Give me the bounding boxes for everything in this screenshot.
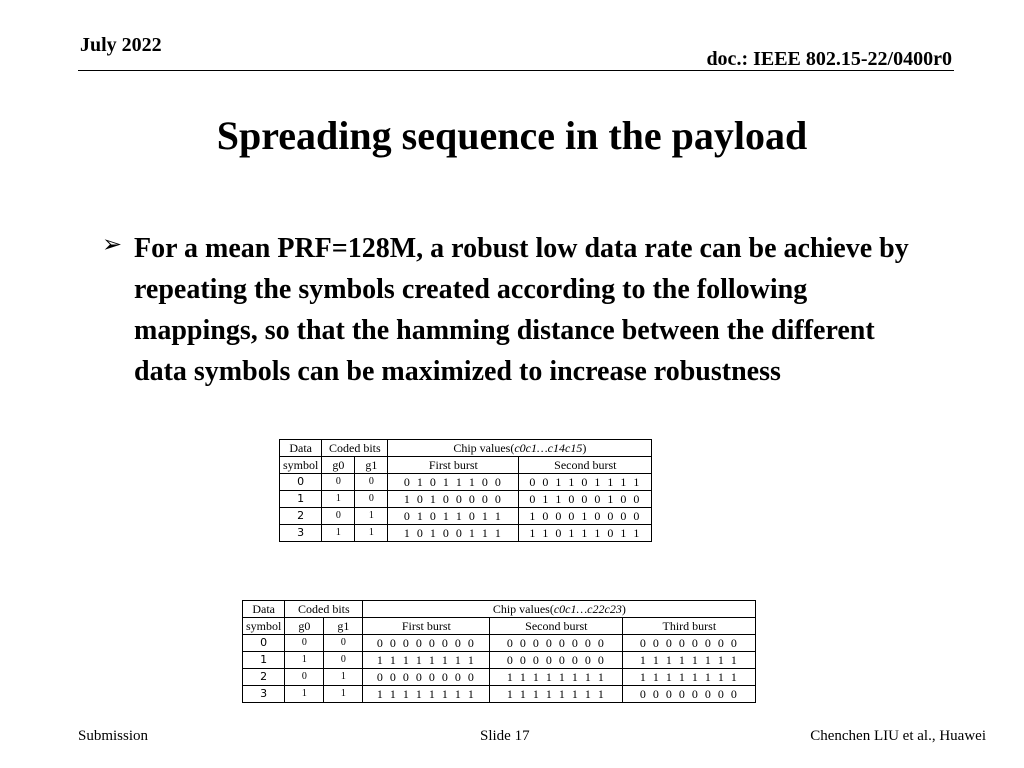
- cell-second-burst: 1 1 1 1 1 1 1 1: [490, 669, 623, 686]
- cell-symbol: 1: [243, 652, 285, 669]
- cell-g1: 0: [355, 474, 388, 491]
- table-row: [243, 686, 756, 703]
- table-row: [280, 474, 652, 491]
- col-header-symbol: symbol: [280, 457, 322, 474]
- table-row: [243, 669, 756, 686]
- chip-values-suffix: ): [621, 602, 626, 616]
- col-header-g1: g1: [355, 457, 388, 474]
- cell-second-burst: 0 0 0 0 0 0 0 0: [490, 652, 623, 669]
- chip-values-prefix: Chip values(: [453, 441, 515, 455]
- col-header-second-burst: Second burst: [490, 618, 623, 635]
- cell-g1: 0: [324, 652, 363, 669]
- col-header-g0: g0: [285, 618, 324, 635]
- col-header-first-burst: First burst: [363, 618, 490, 635]
- col-header-data: Data: [243, 601, 285, 618]
- cell-third-burst: 1 1 1 1 1 1 1 1: [623, 669, 756, 686]
- cell-g1: 1: [355, 525, 388, 542]
- header-date: July 2022: [80, 34, 162, 56]
- cell-g0: 0: [285, 635, 324, 652]
- col-header-second-burst: Second burst: [519, 457, 652, 474]
- col-header-third-burst: Third burst: [623, 618, 756, 635]
- cell-g0: 1: [285, 686, 324, 703]
- col-header-g1: g1: [324, 618, 363, 635]
- cell-first-burst: 0 1 0 1 1 1 0 0: [388, 474, 519, 491]
- chip-formula: c0c1…c14c15: [514, 441, 583, 455]
- cell-second-burst: 1 1 1 1 1 1 1 1: [490, 686, 623, 703]
- cell-g0: 0: [322, 508, 355, 525]
- cell-symbol: 2: [280, 508, 322, 525]
- cell-first-burst: 0 0 0 0 0 0 0 0: [363, 635, 490, 652]
- cell-g0: 0: [322, 474, 355, 491]
- table-row: [280, 525, 652, 542]
- cell-first-burst: 1 1 1 1 1 1 1 1: [363, 652, 490, 669]
- footer-author: Chenchen LIU et al., Huawei: [810, 728, 986, 744]
- col-header-first-burst: First burst: [388, 457, 519, 474]
- table-row: [243, 635, 756, 652]
- cell-third-burst: 0 0 0 0 0 0 0 0: [623, 686, 756, 703]
- col-header-coded-bits: Coded bits: [285, 601, 363, 618]
- cell-symbol: 3: [243, 686, 285, 703]
- chip-values-prefix: Chip values(: [492, 602, 554, 616]
- footer-slide-number: Slide 17: [480, 728, 530, 744]
- cell-symbol: 0: [243, 635, 285, 652]
- cell-g1: 1: [324, 686, 363, 703]
- col-header-symbol: symbol: [243, 618, 285, 635]
- cell-g0: 1: [285, 652, 324, 669]
- cell-g1: 1: [324, 669, 363, 686]
- cell-second-burst: 1 0 0 0 1 0 0 0 0: [519, 508, 652, 525]
- bullet-text: For a mean PRF=128M, a robust low data rate can be achieve by repeating the symbols created according to the following mappings, so that the hamming distance between the different data symbols can be maximized to increase robustness: [134, 233, 909, 387]
- cell-third-burst: 0 0 0 0 0 0 0 0: [623, 635, 756, 652]
- header-rule: [78, 70, 954, 71]
- cell-g0: 0: [285, 669, 324, 686]
- cell-symbol: 0: [280, 474, 322, 491]
- chip-values-suffix: ): [582, 441, 587, 455]
- cell-first-burst: 0 1 0 1 1 0 1 1: [388, 508, 519, 525]
- slide-title: Spreading sequence in the payload: [216, 113, 808, 158]
- cell-first-burst: 0 0 0 0 0 0 0 0: [363, 669, 490, 686]
- bullet-item: [102, 228, 932, 392]
- cell-symbol: 1: [280, 491, 322, 508]
- col-header-chip-values: [388, 440, 652, 457]
- chip-formula: c0c1…c22c23: [553, 602, 622, 616]
- col-header-chip-values: [363, 601, 756, 618]
- mapping-table-16-chip: [279, 439, 652, 542]
- cell-symbol: 2: [243, 669, 285, 686]
- cell-g1: 0: [355, 491, 388, 508]
- header-doc-id: doc.: IEEE 802.15-22/0400r0: [706, 48, 952, 70]
- footer-submission: Submission: [78, 728, 149, 744]
- cell-second-burst: 0 0 0 0 0 0 0 0: [490, 635, 623, 652]
- table-row: [243, 652, 756, 669]
- mapping-table-24-chip: [242, 600, 756, 703]
- cell-g1: 1: [355, 508, 388, 525]
- cell-first-burst: 1 0 1 0 0 0 0 0: [388, 491, 519, 508]
- cell-g0: 1: [322, 525, 355, 542]
- cell-g1: 0: [324, 635, 363, 652]
- cell-second-burst: 1 1 0 1 1 1 0 1 1: [519, 525, 652, 542]
- cell-third-burst: 1 1 1 1 1 1 1 1: [623, 652, 756, 669]
- table-row: [280, 508, 652, 525]
- cell-first-burst: 1 0 1 0 0 1 1 1: [388, 525, 519, 542]
- table-row: [280, 491, 652, 508]
- arrow-bullet-icon: ➢: [102, 230, 123, 258]
- cell-second-burst: 0 0 1 1 0 1 1 1 1: [519, 474, 652, 491]
- cell-first-burst: 1 1 1 1 1 1 1 1: [363, 686, 490, 703]
- col-header-data: Data: [280, 440, 322, 457]
- cell-g0: 1: [322, 491, 355, 508]
- col-header-g0: g0: [322, 457, 355, 474]
- col-header-coded-bits: Coded bits: [322, 440, 388, 457]
- cell-symbol: 3: [280, 525, 322, 542]
- cell-second-burst: 0 1 1 0 0 0 1 0 0: [519, 491, 652, 508]
